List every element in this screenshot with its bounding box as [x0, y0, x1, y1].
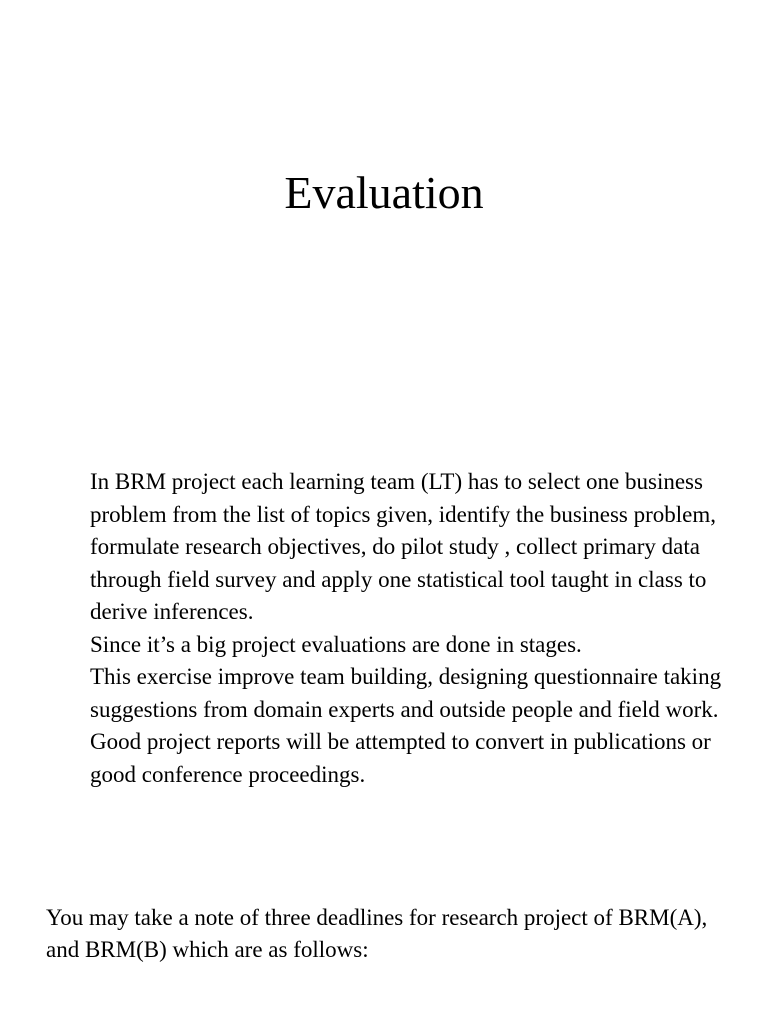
page-title: Evaluation: [284, 167, 484, 218]
deadlines-text: You may take a note of three deadlines for research project of BRM(A), and BRM(B) which are as follows:: [46, 905, 708, 962]
deadlines-note: [46, 902, 746, 966]
paragraph-team-building: This exercise improve team building, designing questionnaire taking suggestions from domain experts and outside people and field work.: [90, 664, 722, 722]
paragraph-evaluation-stages: Since it’s a big project evaluations are done in stages.: [90, 631, 582, 657]
paragraph-project-description: In BRM project each learning team (LT) has to select one business problem from the list of topics given, identify the business problem, formulate research objectives, do pilot study , collect primary data through field survey and apply one statistical tool taught in class to derive inferences.: [90, 469, 717, 624]
body-text-block: [90, 466, 730, 791]
paragraph-publications: Good project reports will be attempted to convert in publications or good conference proceedings.: [90, 729, 711, 787]
